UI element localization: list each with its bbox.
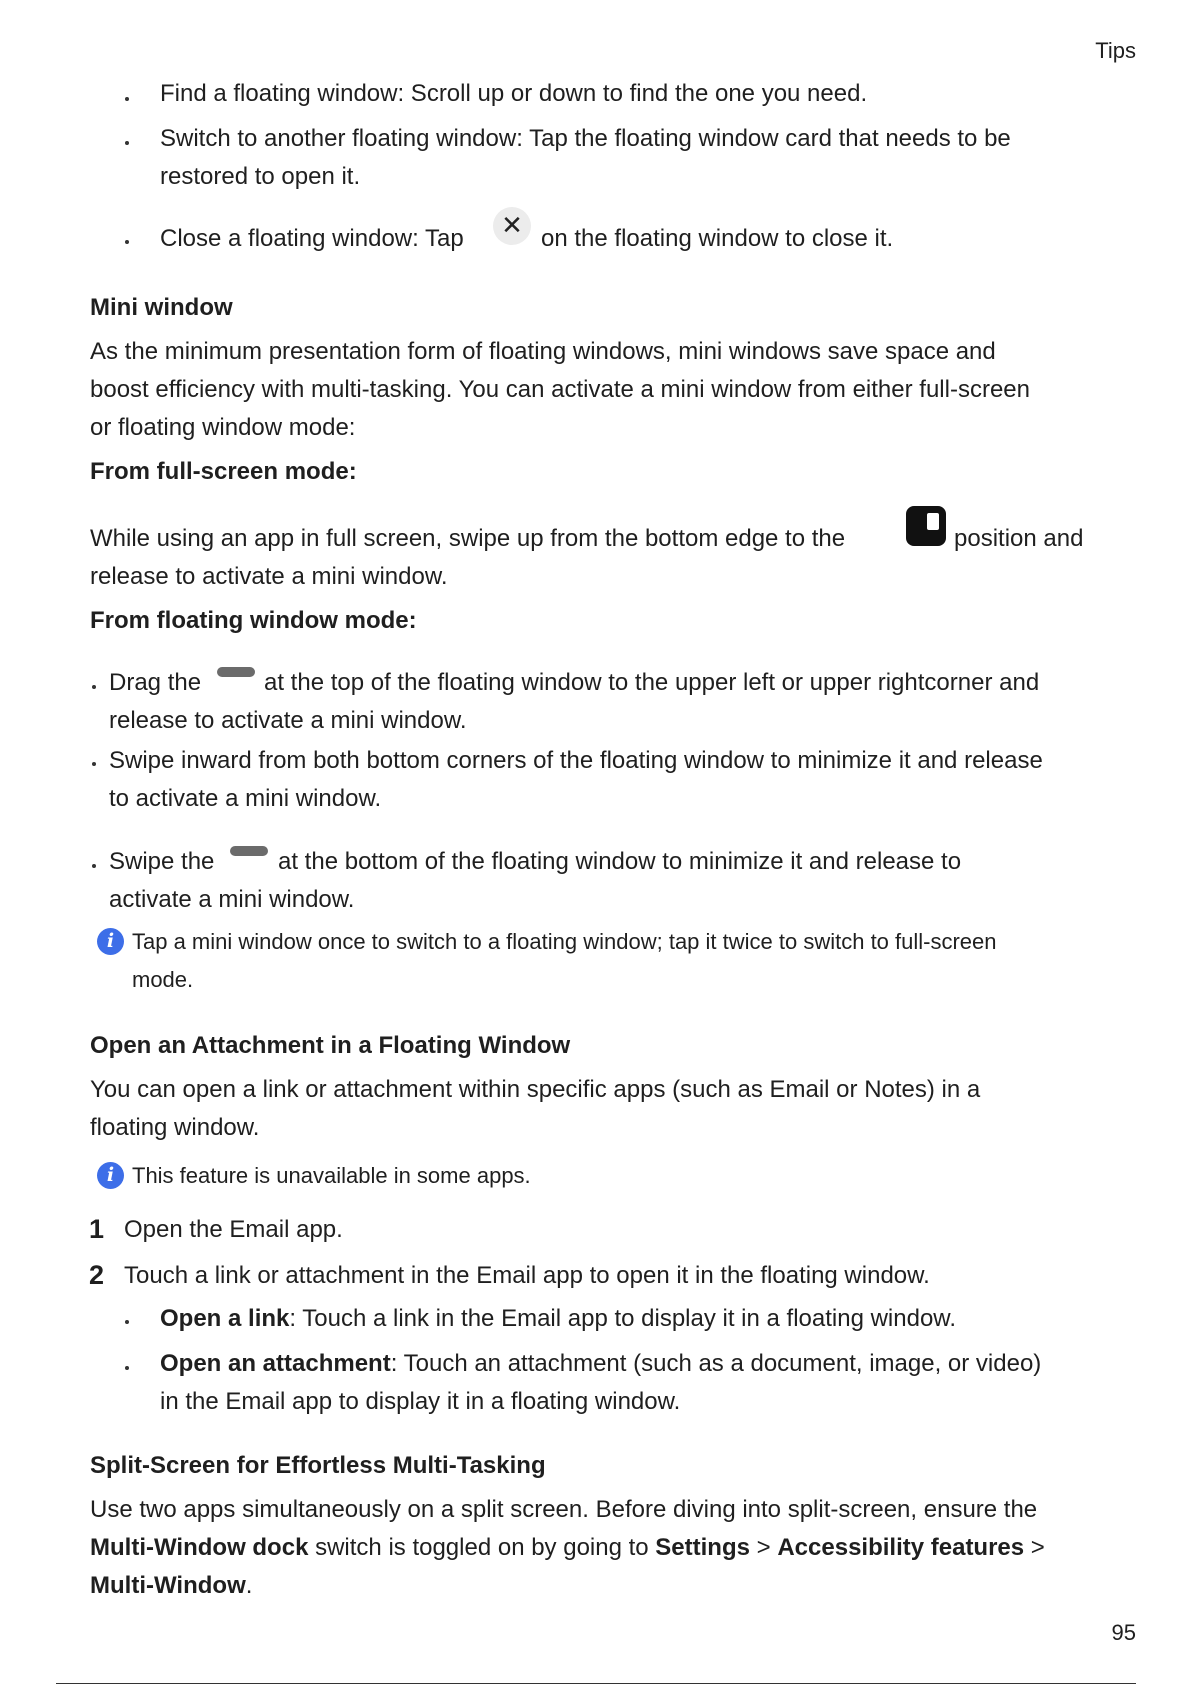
bullet-close-floating-post: on the floating window to close it.	[541, 225, 894, 252]
bullet-dot	[125, 141, 129, 145]
info-icon: i	[97, 1162, 124, 1189]
step-text: Touch a link or attachment in the Email app to open it in the floating window.	[124, 1262, 930, 1289]
paragraph-line: floating window.	[90, 1114, 260, 1141]
paragraph-line: Use two apps simultaneously on a split screen. Before diving into split-screen, ensure the	[90, 1496, 1038, 1523]
paragraph-line: Multi-Window.	[90, 1572, 253, 1599]
paragraph-line: position and	[954, 525, 1084, 552]
bullet-drag-pre: Drag the	[109, 669, 202, 696]
bullet-open-attachment: Open an attachment: Touch an attachment (such as a document, image, or video)	[160, 1350, 1042, 1377]
bullet-dot	[125, 1366, 129, 1370]
paragraph-line: Multi-Window dock switch is toggled on by going to Settings > Accessibility features >	[90, 1534, 1045, 1561]
step-number: 1	[89, 1214, 105, 1244]
step-text: Open the Email app.	[124, 1216, 343, 1243]
bullet-find-floating: Find a floating window: Scroll up or down to find the one you need.	[160, 80, 868, 107]
paragraph-line: or floating window mode:	[90, 414, 356, 441]
paragraph-line: release to activate a mini window.	[90, 563, 448, 590]
bullet-open-attachment-cont: in the Email app to display it in a floating window.	[160, 1388, 681, 1415]
info-icon: i	[97, 928, 124, 955]
bullet-drag-cont: release to activate a mini window.	[109, 707, 467, 734]
mini-window-icon	[906, 506, 946, 546]
page-number: 95	[1111, 1620, 1136, 1645]
bullet-swipe-inward: Swipe inward from both bottom corners of the floating window to minimize it and release	[109, 747, 1043, 774]
note-text: Tap a mini window once to switch to a floating window; tap it twice to switch to full-screen	[132, 929, 997, 954]
bullet-swipe-inward-cont: to activate a mini window.	[109, 785, 382, 812]
paragraph-line: boost efficiency with multi-tasking. You can activate a mini window from either full-screen	[90, 376, 1030, 403]
bullet-dot	[125, 240, 129, 244]
close-icon: ✕	[493, 207, 531, 245]
section-title-split-screen: Split-Screen for Effortless Multi-Tasking	[90, 1452, 546, 1479]
subheading-floating-mode: From floating window mode:	[90, 607, 417, 634]
bullet-switch-floating-cont: restored to open it.	[160, 163, 361, 190]
bullet-drag-post: at the top of the floating window to the upper left or upper rightcorner and	[264, 669, 1040, 696]
bullet-open-link: Open a link: Touch a link in the Email app to display it in a floating window.	[160, 1305, 956, 1332]
bullet-dot	[92, 864, 96, 868]
bullet-dot	[92, 685, 96, 689]
section-title-attachment: Open an Attachment in a Floating Window	[90, 1032, 571, 1059]
bullet-dot	[125, 1320, 129, 1324]
bullet-swipe-cont: activate a mini window.	[109, 886, 355, 913]
step-number: 2	[89, 1260, 105, 1290]
paragraph-line: While using an app in full screen, swipe up from the bottom edge to the	[90, 525, 846, 552]
bullet-dot	[92, 762, 96, 766]
drag-handle-icon	[217, 667, 255, 677]
bullet-swipe-post: at the bottom of the floating window to minimize it and release to	[278, 848, 962, 875]
bullet-swipe-pre: Swipe the	[109, 848, 215, 875]
bullet-switch-floating: Switch to another floating window: Tap the floating window card that needs to be	[160, 125, 1011, 152]
note-text-cont: mode.	[132, 967, 194, 992]
note-text: This feature is unavailable in some apps.	[132, 1163, 531, 1188]
paragraph-line: You can open a link or attachment within specific apps (such as Email or Notes) in a	[90, 1076, 981, 1103]
subheading-full-screen: From full-screen mode:	[90, 458, 357, 485]
section-title-mini-window: Mini window	[90, 294, 233, 321]
header-section-label: Tips	[1095, 38, 1136, 63]
bullet-dot	[125, 97, 129, 101]
bullet-close-floating-pre: Close a floating window: Tap	[160, 225, 464, 252]
paragraph-line: As the minimum presentation form of floating windows, mini windows save space and	[90, 338, 996, 365]
bottom-bar-icon	[230, 846, 268, 856]
